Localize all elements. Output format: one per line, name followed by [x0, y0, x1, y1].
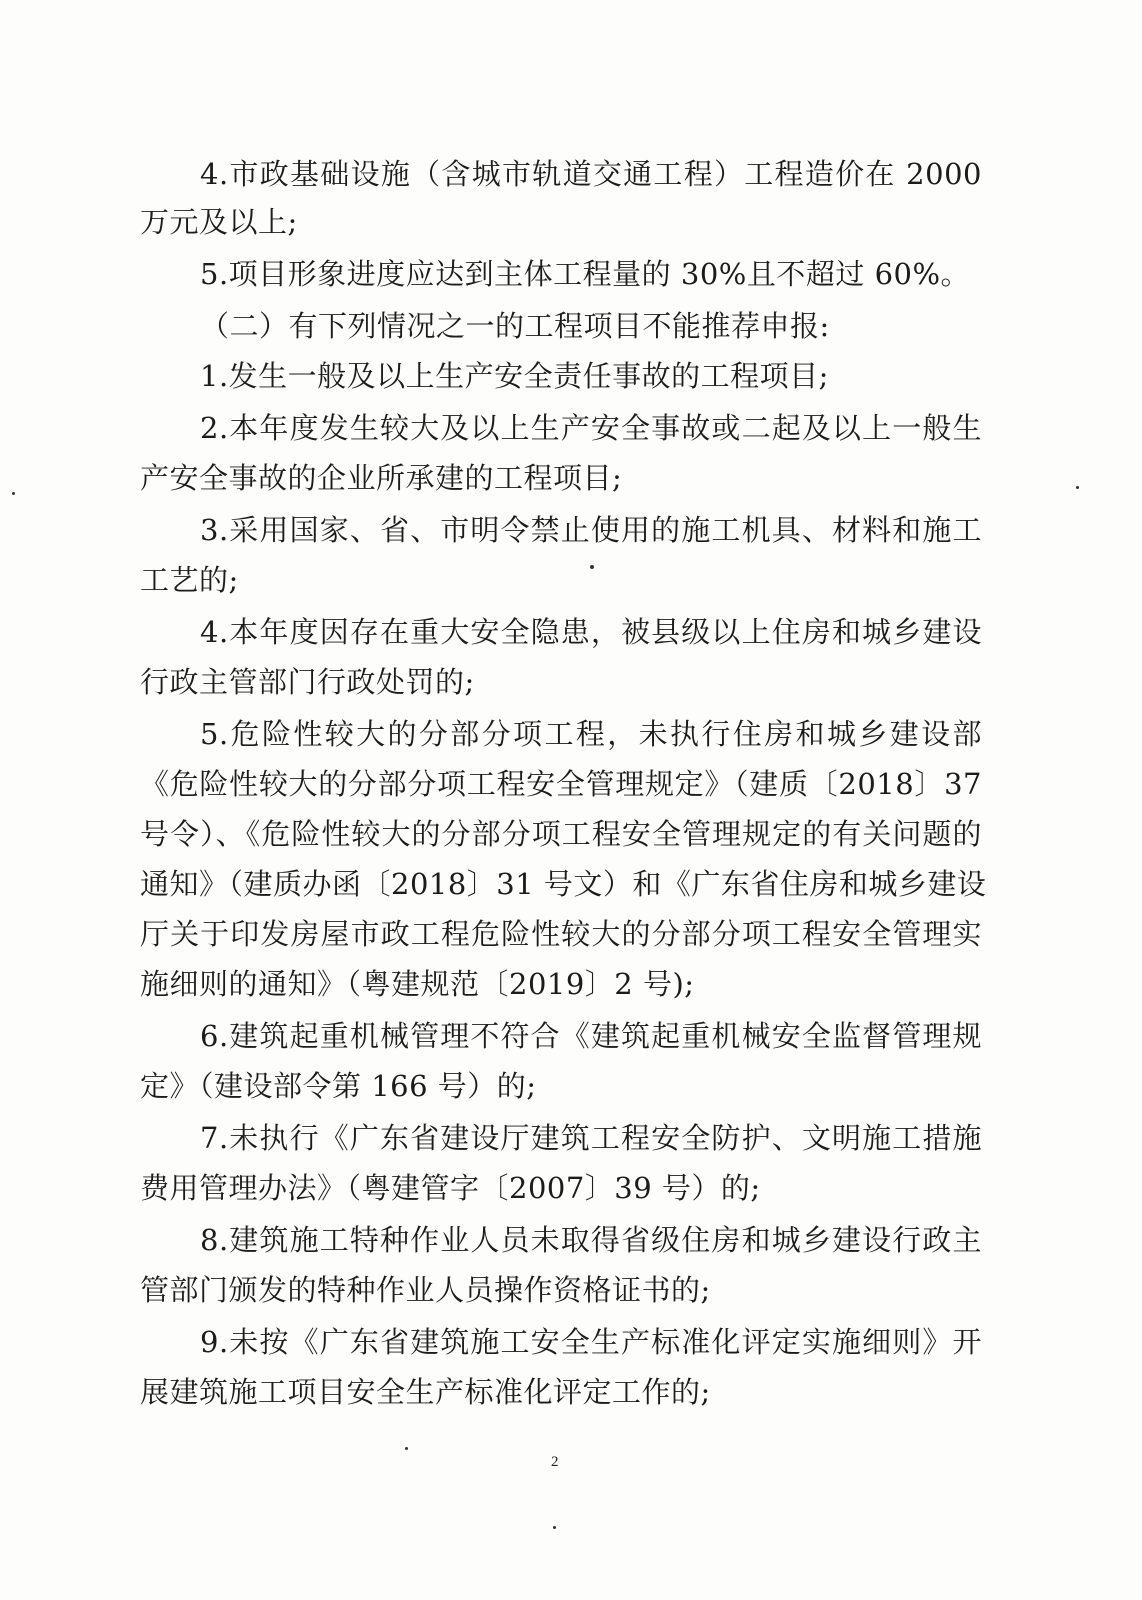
text-line: 7.未执行《广东省建设厅建筑工程安全防护、文明施工措施 — [200, 1121, 982, 1155]
text-line: 4.市政基础设施（含城市轨道交通工程）工程造价在 2000 — [200, 157, 982, 191]
text-line: 工艺的; — [140, 563, 239, 597]
text-line: 2.本年度发生较大及以上生产安全事故或二起及以上一般生 — [200, 411, 982, 445]
text-line: 展建筑施工项目安全生产标准化评定工作的; — [140, 1375, 711, 1409]
text-line: 费用管理办法》（粤建管字〔2007〕39 号）的; — [140, 1171, 761, 1205]
text-line: 1.发生一般及以上生产安全责任事故的工程项目; — [200, 359, 829, 393]
scan-speck — [12, 492, 15, 495]
scan-speck — [590, 565, 594, 569]
text-line: 5.危险性较大的分部分项工程，未执行住房和城乡建设部 — [200, 717, 982, 751]
scan-speck — [1076, 486, 1079, 489]
text-line: 施细则的通知》（粤建规范〔2019〕2 号); — [140, 967, 695, 1001]
text-line: 通知》（建质办函〔2018〕31 号文）和《广东省住房和城乡建设 — [140, 867, 987, 901]
text-line: 3.采用国家、省、市明令禁止使用的施工机具、材料和施工 — [200, 513, 982, 547]
text-line: 号令）、《危险性较大的分部分项工程安全管理规定的有关问题的 — [140, 817, 982, 851]
text-line: 6.建筑起重机械管理不符合《建筑起重机械安全监督管理规 — [200, 1019, 982, 1053]
text-line: 管部门颁发的特种作业人员操作资格证书的; — [140, 1273, 711, 1307]
text-line: 产安全事故的企业所承建的工程项目; — [140, 461, 623, 495]
text-line: 《危险性较大的分部分项工程安全管理规定》（建质〔2018〕37 — [140, 767, 982, 801]
text-line: 9.未按《广东省建筑施工安全生产标准化评定实施细则》开 — [200, 1325, 982, 1359]
text-line: 8.建筑施工特种作业人员未取得省级住房和城乡建设行政主 — [200, 1223, 982, 1257]
text-line: 厅关于印发房屋市政工程危险性较大的分部分项工程安全管理实 — [140, 917, 982, 951]
page-number: 2 — [551, 1454, 559, 1470]
text-line: 行政主管部门行政处罚的; — [140, 665, 475, 699]
text-line: 4.本年度因存在重大安全隐患，被县级以上住房和城乡建设 — [200, 615, 982, 649]
scan-speck — [553, 1526, 556, 1529]
text-line: 5.项目形象进度应达到主体工程量的 30%且不超过 60%。 — [200, 257, 971, 291]
scan-speck — [405, 1447, 408, 1450]
text-line: 定》（建设部令第 166 号）的; — [140, 1069, 537, 1103]
text-line: （二）有下列情况之一的工程项目不能推荐申报: — [200, 309, 830, 343]
text-line: 万元及以上; — [140, 205, 298, 239]
